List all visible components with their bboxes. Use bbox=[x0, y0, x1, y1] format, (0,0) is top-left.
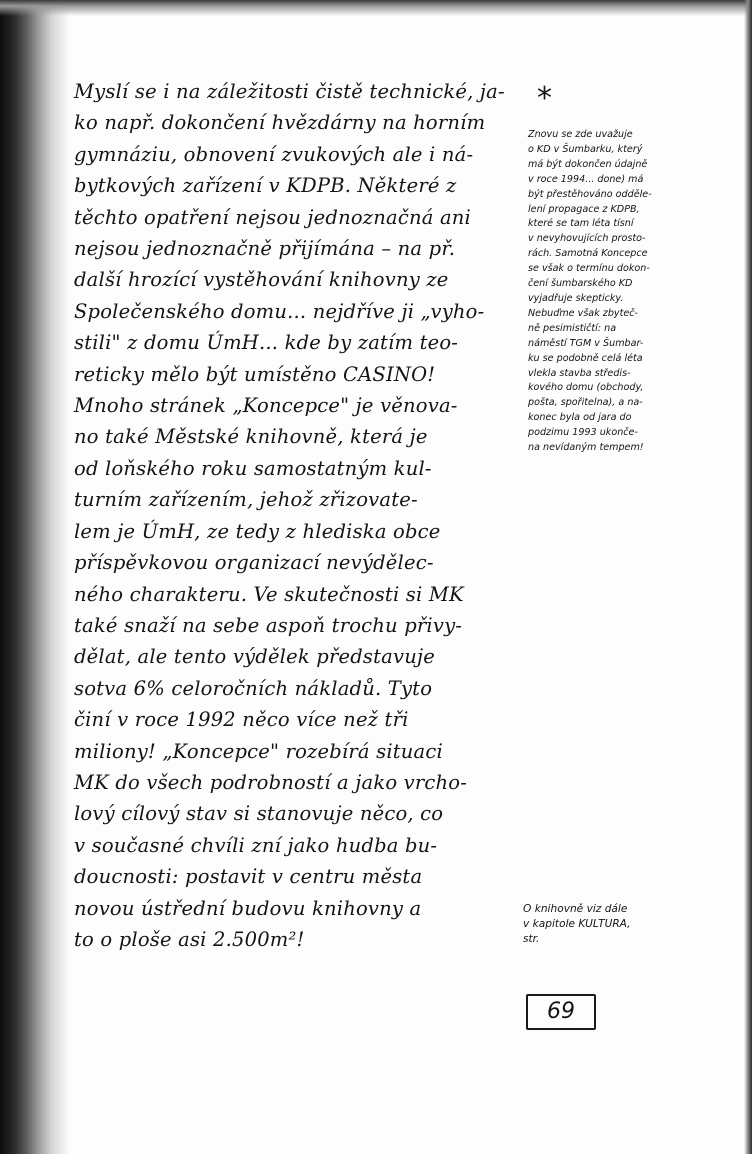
page-number-box: 69 bbox=[526, 994, 596, 1030]
text-line: MK do všech podrobností a jako vrcho- bbox=[74, 770, 468, 794]
note-line: které se tam léta tísní bbox=[528, 218, 634, 230]
note-line: lení propagace z KDPB, bbox=[528, 203, 640, 215]
note-line: v nevyhovujících prosto- bbox=[528, 233, 646, 245]
text-line: stili" z domu ÚmH... kde by zatím teo- bbox=[74, 331, 459, 355]
text-line: dělat, ale tento výdělek představuje bbox=[74, 645, 435, 669]
note-line: v roce 1994... done) má bbox=[528, 173, 644, 185]
note-line: ku se podobně celá léta bbox=[528, 352, 643, 364]
text-line: těchto opatření nejsou jednoznačná ani bbox=[74, 205, 471, 229]
text-line: gymnáziu, obnovení zvukových ale i ná- bbox=[74, 142, 474, 166]
text-line: v současné chvíli zní jako hudba bu- bbox=[74, 833, 438, 857]
top-edge-shadow bbox=[0, 0, 752, 16]
note-line: konec byla od jara do bbox=[528, 412, 632, 424]
note-line: podzimu 1993 ukonče- bbox=[528, 427, 638, 439]
margin-note bbox=[528, 128, 728, 456]
note-line: rách. Samotná Koncepce bbox=[528, 248, 648, 260]
right-edge-shadow bbox=[744, 0, 752, 1154]
text-line: no také Městské knihovně, která je bbox=[74, 425, 428, 449]
text-line: činí v roce 1992 něco více než tři bbox=[74, 708, 409, 732]
text-line: Myslí se i na záležitosti čistě technické, ja- bbox=[74, 80, 505, 103]
text-line: ného charakteru. Ve skutečnosti si MK bbox=[74, 582, 464, 606]
text-line: miliony! „Koncepce" rozebírá situaci bbox=[74, 739, 443, 763]
text-line: lem je ÚmH, ze tedy z hlediska obce bbox=[74, 519, 441, 543]
note-line: kového domu (obchody, bbox=[528, 382, 644, 394]
note-line: ně pesimističtí: na bbox=[528, 322, 617, 334]
note-line: na nevídaným tempem! bbox=[528, 442, 644, 454]
cross-reference-note bbox=[523, 902, 728, 947]
text-line: příspěvkovou organizací nevýdělec- bbox=[74, 551, 434, 575]
note-line: se však o termínu dokon- bbox=[528, 263, 650, 275]
note-line: čení šumbarského KD bbox=[528, 278, 633, 290]
reference-line: str. bbox=[523, 933, 540, 945]
text-line: také snaží na sebe aspoň trochu přivy- bbox=[74, 613, 463, 637]
reference-line: v kapitole KULTURA, bbox=[523, 918, 631, 930]
text-line: Společenského domu... nejdříve ji „vyho- bbox=[74, 299, 485, 323]
note-line: náměstí TGM v Šumbar- bbox=[528, 337, 644, 349]
text-line: od loňského roku samostatným kul- bbox=[74, 456, 432, 480]
text-line: doucnosti: postavit v centru města bbox=[74, 865, 423, 889]
binding-shadow bbox=[0, 0, 70, 1154]
text-line: to o ploše asi 2.500m²! bbox=[74, 927, 305, 951]
text-line: sotva 6% celoročních nákladů. Tyto bbox=[74, 676, 433, 700]
text-line: ko např. dokončení hvězdárny na horním bbox=[74, 111, 486, 135]
text-line: reticky mělo být umístěno CASINO! bbox=[74, 362, 436, 386]
reference-line: O knihovně viz dále bbox=[523, 903, 628, 915]
note-line: má být dokončen údajně bbox=[528, 158, 648, 170]
footnote-asterisk-icon: * bbox=[537, 81, 552, 116]
text-line: novou ústřední budovu knihovny a bbox=[74, 896, 422, 920]
text-line: turním zařízením, jehož zřizovate- bbox=[74, 488, 418, 512]
note-line: pošta, spořitelna), a na- bbox=[528, 397, 643, 409]
note-line: o KD v Šumbarku, který bbox=[528, 143, 643, 155]
text-line: bytkových zařízení v KDPB. Některé z bbox=[74, 174, 457, 198]
note-line: vlekla stavba středis- bbox=[528, 367, 631, 379]
note-line: být přestěhováno odděle- bbox=[528, 188, 652, 200]
note-line: Znovu se zde uvažuje bbox=[528, 129, 633, 140]
text-line: lový cílový stav si stanovuje něco, co bbox=[74, 802, 444, 826]
text-line: další hrozící vystěhování knihovny ze bbox=[74, 268, 449, 292]
note-line: vyjadřuje skepticky. bbox=[528, 292, 624, 304]
text-line: nejsou jednoznačně přijímána – na př. bbox=[74, 237, 456, 261]
text-line: Mnoho stránek „Koncepce" je věnova- bbox=[74, 394, 458, 418]
note-line: Nebuďme však zbyteč- bbox=[528, 307, 639, 319]
main-handwritten-text bbox=[74, 76, 524, 955]
